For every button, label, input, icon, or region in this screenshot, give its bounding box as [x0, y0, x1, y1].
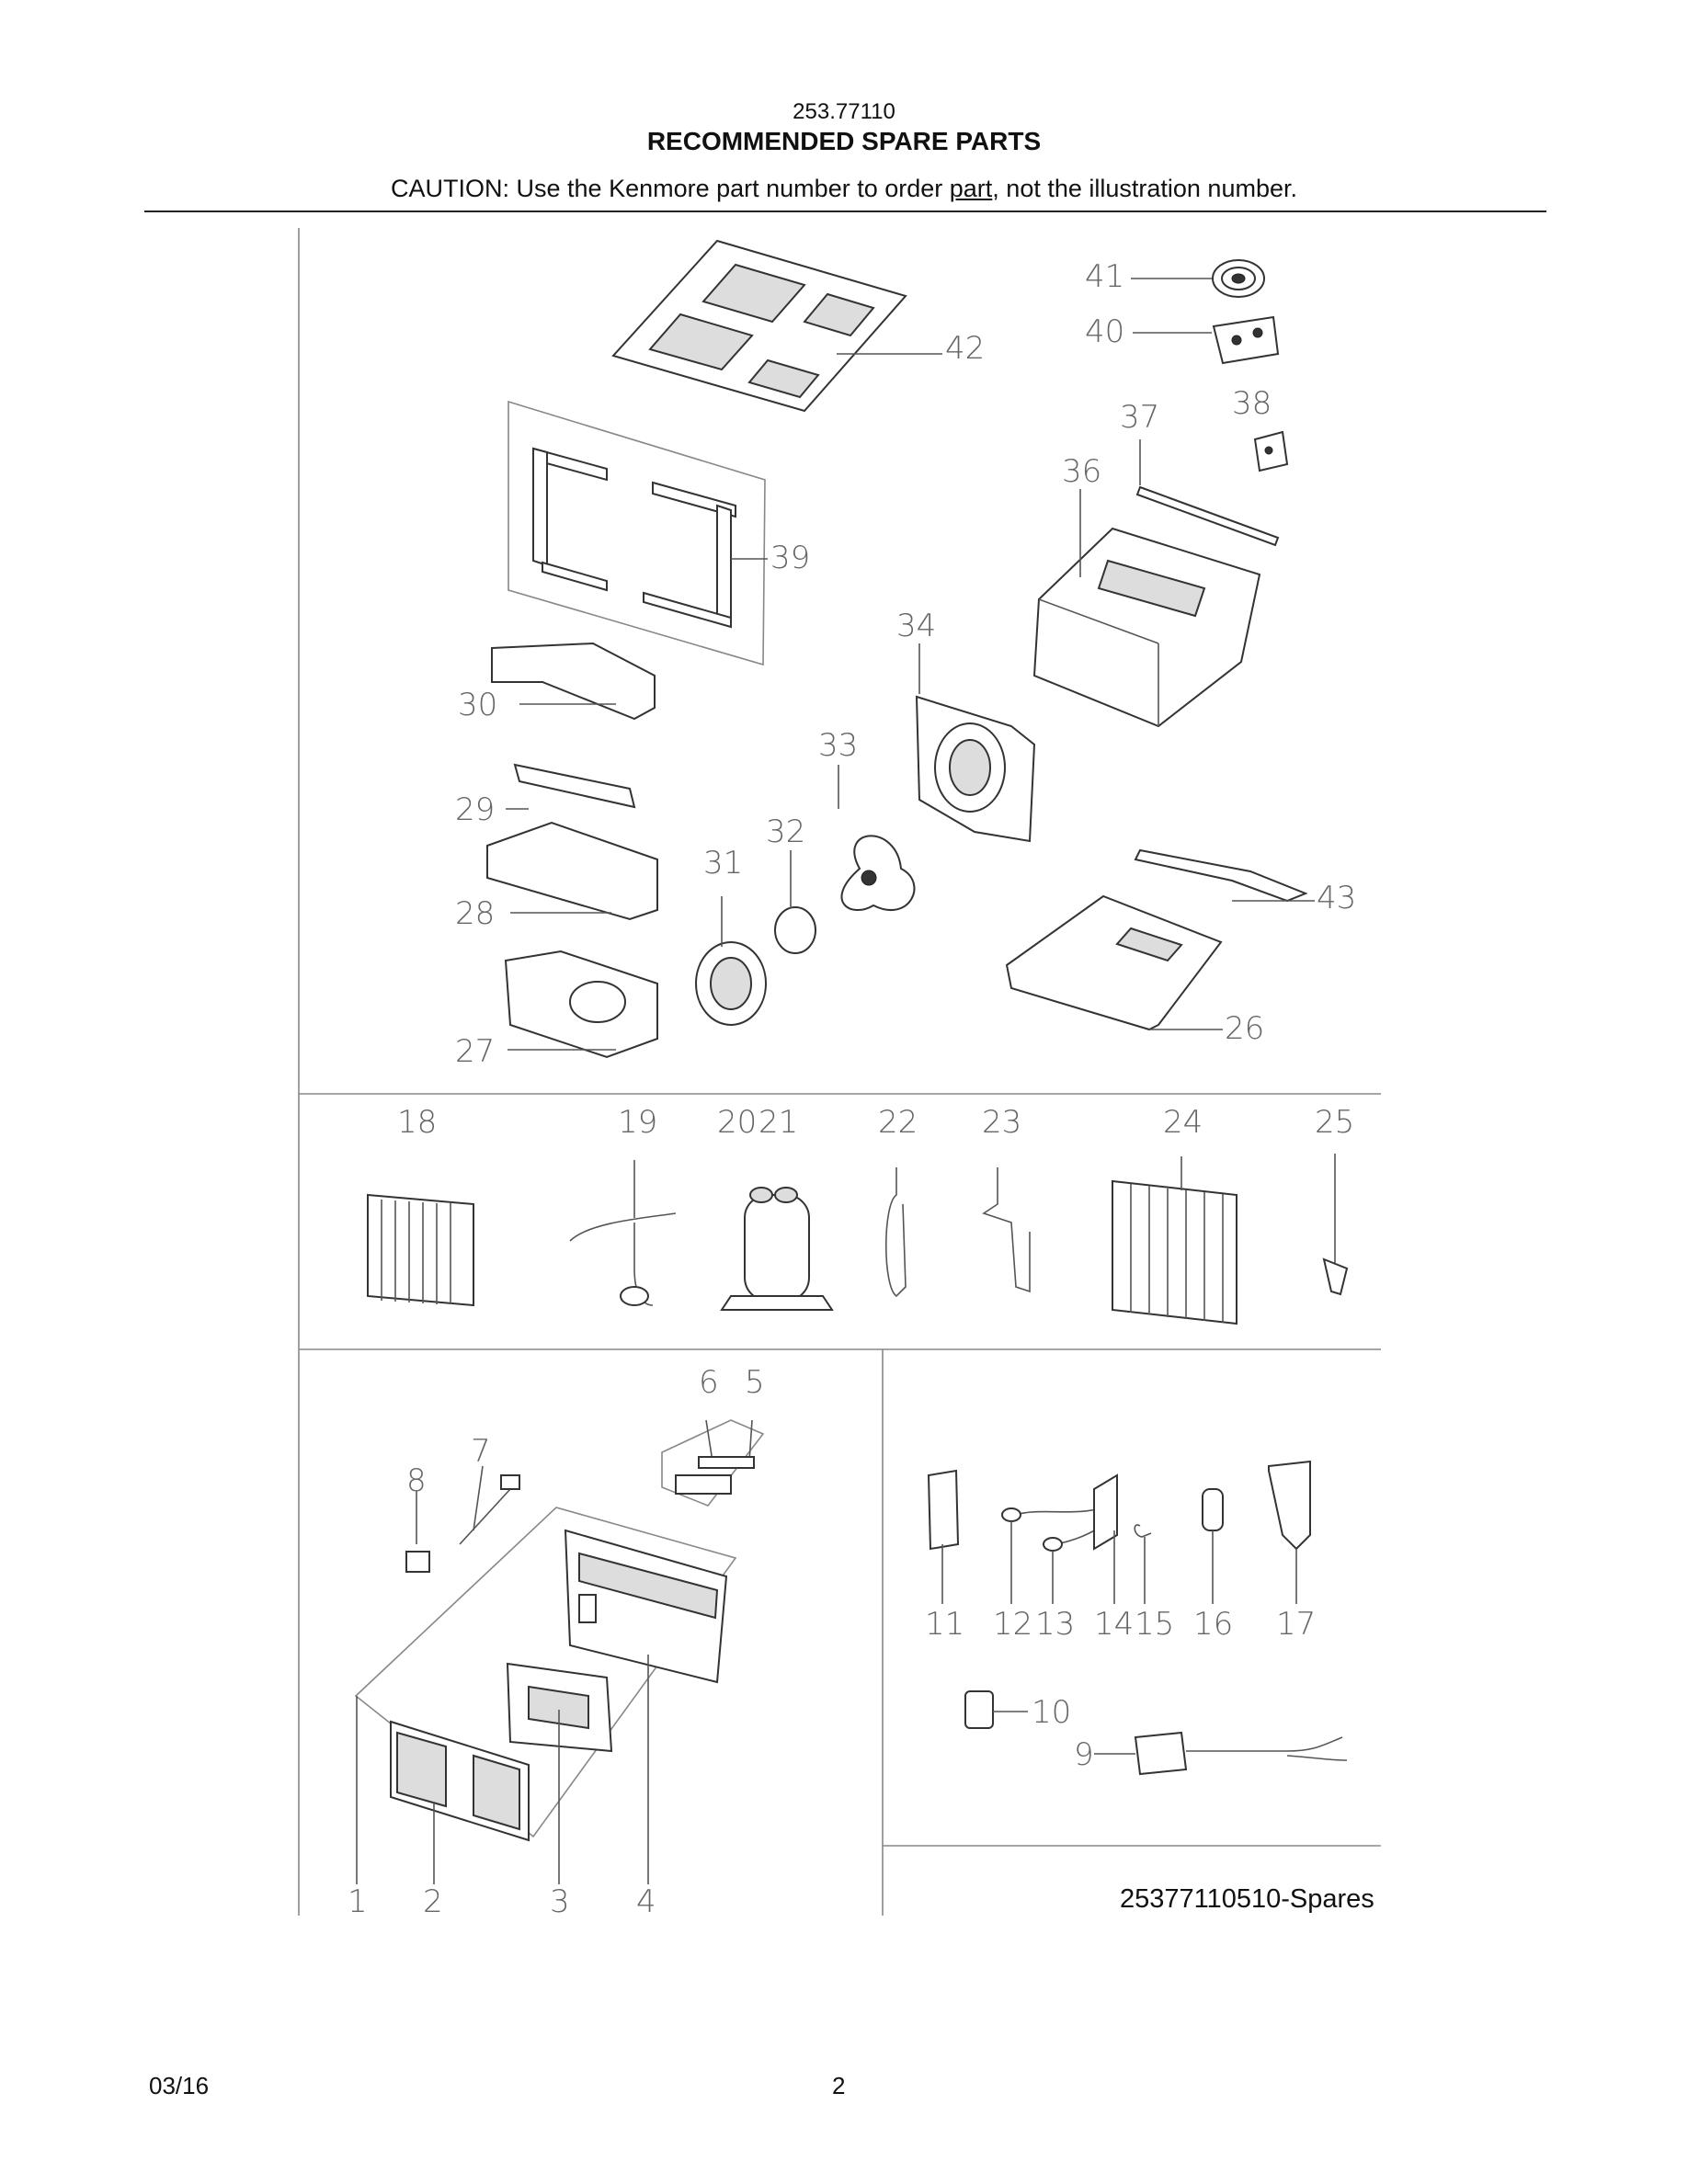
- part-29-baffle: [506, 765, 634, 809]
- part-24-evaporator-coil: [1112, 1156, 1237, 1324]
- callout-31: 31: [703, 845, 744, 882]
- callout-29: 29: [455, 791, 496, 828]
- page-title: RECOMMENDED SPARE PARTS: [646, 127, 1042, 155]
- callout-19: 19: [618, 1104, 658, 1141]
- part-22-tube: [886, 1167, 906, 1296]
- callout-34: 34: [896, 608, 937, 644]
- part-9-power-cord: [1094, 1733, 1347, 1774]
- part-42-label-sheet: [613, 241, 942, 411]
- part-31-blower-wheel: [696, 896, 766, 1025]
- callout-32: 32: [766, 813, 806, 850]
- part-41-coil: [1131, 260, 1264, 297]
- callout-36: 36: [1062, 453, 1102, 490]
- part-38-bracket: [1255, 432, 1287, 471]
- part-18-condenser-coil: [368, 1195, 473, 1305]
- callout-30: 30: [458, 687, 498, 723]
- part-34-partition: [917, 643, 1034, 841]
- callout-24: 24: [1163, 1104, 1203, 1141]
- callout-42: 42: [945, 330, 986, 367]
- part-7-power-wire: [460, 1466, 519, 1544]
- caution-text-after: , not the illustration number.: [992, 175, 1297, 202]
- callout-15: 15: [1135, 1606, 1175, 1643]
- part-12-13-thermistors: [1002, 1507, 1103, 1604]
- callout-11: 11: [925, 1606, 965, 1643]
- callout-43: 43: [1317, 880, 1357, 916]
- callout-28: 28: [455, 895, 496, 932]
- callout-16: 16: [1193, 1606, 1234, 1643]
- callout-20: 20: [717, 1104, 758, 1141]
- part-32-fan-motor: [775, 850, 815, 953]
- callout-38: 38: [1232, 385, 1272, 422]
- part-20-21-compressor: [722, 1188, 832, 1310]
- callout-27: 27: [455, 1033, 496, 1070]
- part-25-sensor: [1324, 1154, 1347, 1294]
- page-number: 2: [832, 2072, 846, 2099]
- callout-25: 25: [1315, 1104, 1355, 1141]
- callout-14: 14: [1094, 1606, 1135, 1643]
- callout-21: 21: [758, 1104, 799, 1141]
- callout-22: 22: [878, 1104, 918, 1141]
- part-17-control-bracket: [1269, 1462, 1310, 1604]
- part-40-bracket: [1133, 317, 1278, 363]
- part-33-fan-blade: [838, 765, 914, 910]
- caution-text-before: CAUTION: Use the Kenmore part number to order: [391, 175, 950, 202]
- callout-18: 18: [397, 1104, 438, 1141]
- part-11-control-board: [929, 1471, 958, 1604]
- drawing-id: 25377110510-Spares: [1120, 1884, 1374, 1914]
- callout-26: 26: [1225, 1010, 1265, 1047]
- callout-37: 37: [1120, 399, 1160, 436]
- part-2-front-grille: [391, 1722, 529, 1884]
- callout-3: 3: [550, 1883, 570, 1920]
- callout-7: 7: [471, 1433, 491, 1470]
- diagram-frame: [299, 228, 1381, 1916]
- part-30-duct: [492, 643, 655, 719]
- callout-8: 8: [406, 1462, 427, 1499]
- footer-date: 03/16: [149, 2072, 210, 2099]
- callout-1: 1: [348, 1883, 368, 1920]
- callout-4: 4: [636, 1883, 656, 1920]
- callout-41: 41: [1085, 258, 1125, 295]
- callout-labels: [348, 258, 1356, 1920]
- callout-23: 23: [982, 1104, 1022, 1141]
- part-27-scroll: [506, 951, 657, 1057]
- callout-33: 33: [818, 727, 859, 764]
- caution-part-link: part: [949, 175, 993, 202]
- callout-17: 17: [1276, 1606, 1317, 1643]
- part-15-clip: [1135, 1525, 1151, 1604]
- part-39-window-frame: [508, 402, 768, 665]
- callout-6: 6: [699, 1364, 719, 1401]
- model-number: 253.77110: [793, 99, 895, 124]
- part-14-sensor-plate: [1094, 1475, 1117, 1604]
- callout-40: 40: [1085, 313, 1125, 350]
- part-23-tube: [984, 1167, 1030, 1291]
- callout-9: 9: [1074, 1736, 1094, 1773]
- callout-39: 39: [770, 540, 811, 576]
- part-16-capacitor: [1203, 1489, 1223, 1604]
- part-8-switch: [406, 1491, 429, 1572]
- part-19-tubing-assembly: [570, 1160, 676, 1305]
- callout-13: 13: [1035, 1606, 1076, 1643]
- callout-2: 2: [423, 1883, 443, 1920]
- part-10-remote-control: [965, 1691, 1028, 1728]
- part-26-base-pan: [1007, 896, 1223, 1029]
- part-28-shroud: [487, 823, 657, 919]
- callout-5: 5: [745, 1364, 765, 1401]
- part-5-6-wire-harness: [676, 1420, 754, 1494]
- callout-10: 10: [1032, 1694, 1072, 1731]
- callout-12: 12: [993, 1606, 1033, 1643]
- part-43-base-bracket: [1135, 850, 1315, 901]
